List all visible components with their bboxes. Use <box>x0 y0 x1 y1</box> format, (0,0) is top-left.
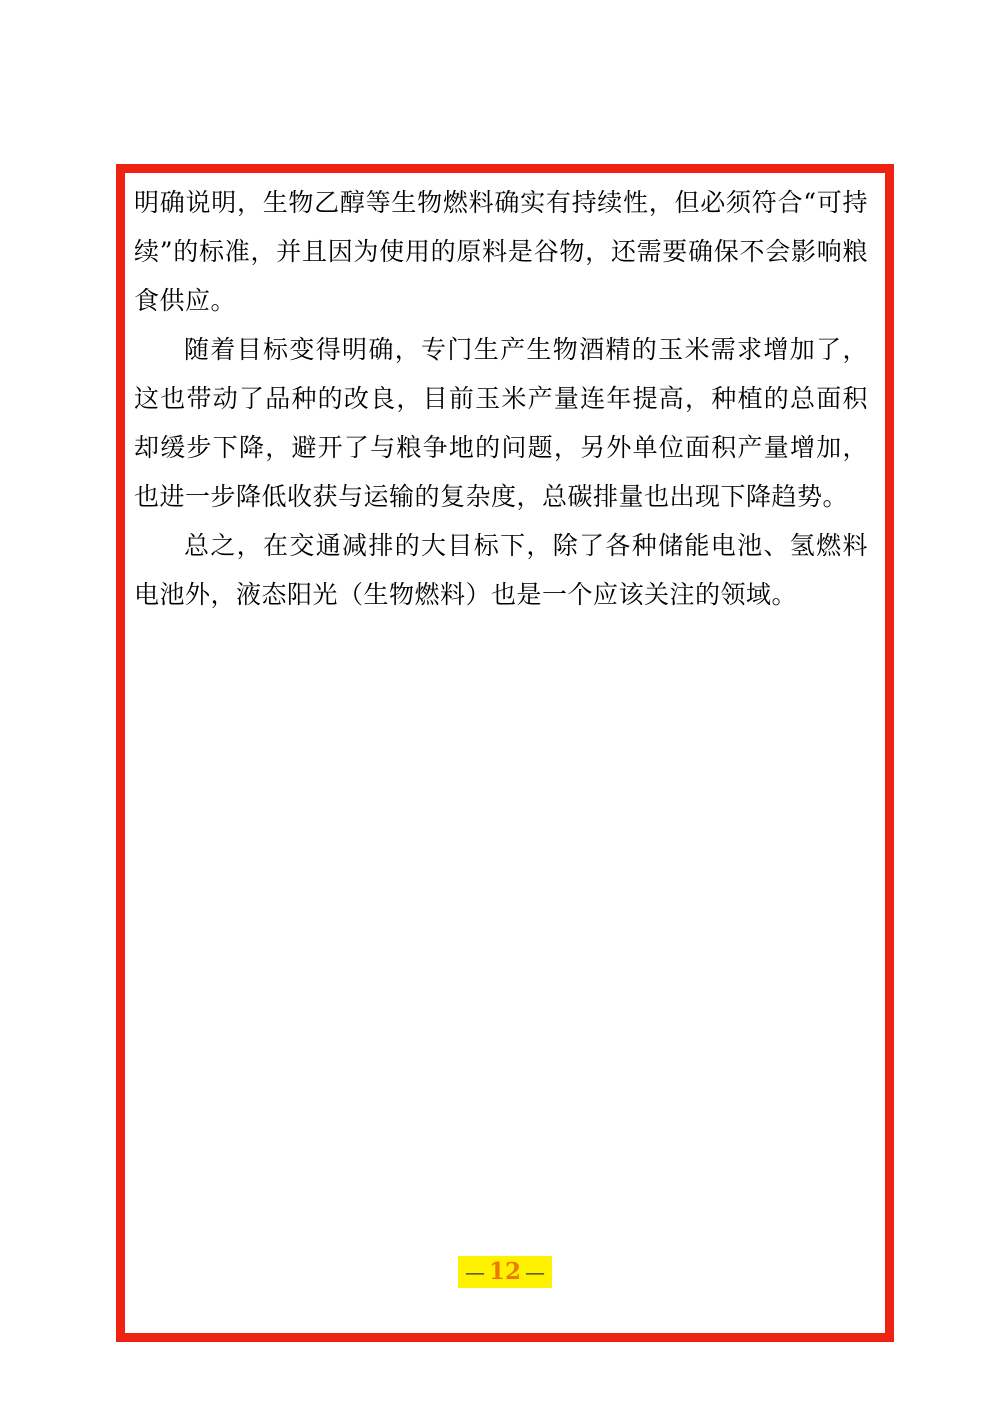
page-number-dash-right: — <box>525 1260 545 1284</box>
page-number-dash-left: — <box>464 1260 485 1284</box>
body-text <box>134 178 868 619</box>
paragraph-continued: 明确说明，生物乙醇等生物燃料确实有持续性，但必须符合“可持续”的标准，并且因为使用的原料是谷物，还需要确保不会影响粮食供应。 <box>134 188 868 315</box>
page-number <box>458 1256 552 1288</box>
paragraph: 总之，在交通减排的大目标下，除了各种储能电池、氢燃料电池外，液态阳光（生物燃料）也是一个应该关注的领域。 <box>134 531 868 609</box>
page-number-value: 12 <box>488 1258 521 1285</box>
paragraph: 随着目标变得明确，专门生产生物酒精的玉米需求增加了，这也带动了品种的改良，目前玉米产量连年提高，种植的总面积却缓步下降，避开了与粮争地的问题，另外单位面积产量增加，也进一步降低收获与运输的复杂度，总碳排量也出现下降趋势。 <box>134 335 868 511</box>
